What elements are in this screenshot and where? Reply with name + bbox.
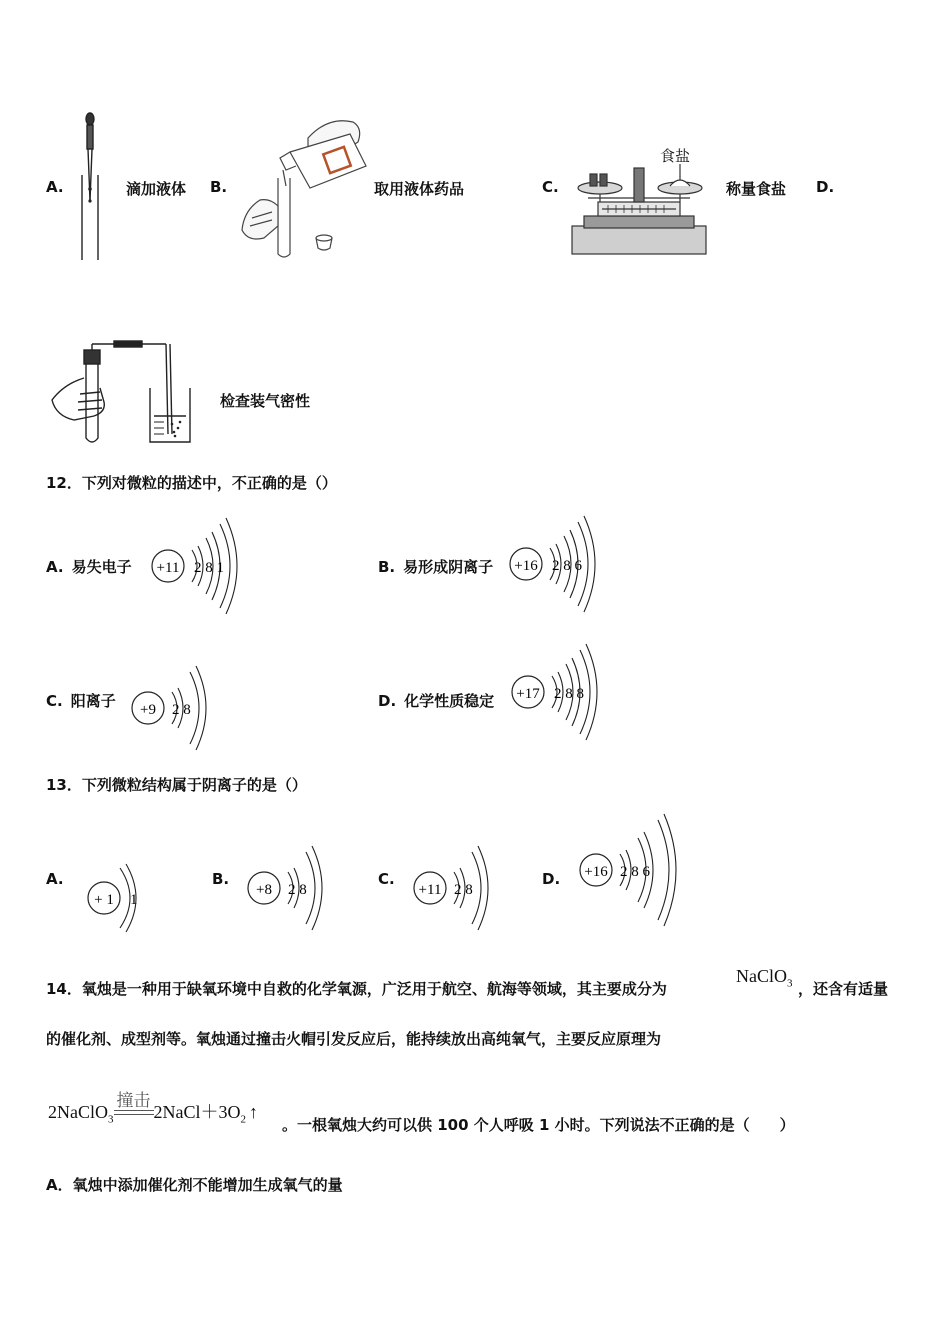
q12-b-shells: 2 8 6 xyxy=(552,558,582,574)
q12-option-d-text: 化学性质稳定 xyxy=(404,692,495,710)
q12-b-nucleus: +16 xyxy=(514,558,538,574)
q14-formula-sub: 3 xyxy=(787,977,793,990)
q12-a-nucleus: +11 xyxy=(156,560,180,576)
airtightness-check-illustration xyxy=(44,336,196,448)
eq-products-sub: 2 xyxy=(240,1114,246,1126)
q13-option-d-letter[interactable]: D. xyxy=(542,870,561,888)
eq-reactant xyxy=(48,1102,114,1126)
q12-option-d-atom-diagram xyxy=(508,636,600,748)
q13-d-nucleus: +16 xyxy=(584,864,608,880)
q11-option-a-letter[interactable]: A. xyxy=(46,178,64,196)
q11-option-b-letter[interactable]: B. xyxy=(210,178,228,196)
q13-option-b-letter[interactable]: B. xyxy=(212,870,230,888)
q14-line1-start: 14．氧烛是一种用于缺氧环境中自救的化学氧源，广泛用于航空、航海等领域，其主要成分为 xyxy=(46,980,667,998)
q13-b-shells: 2 8 xyxy=(288,882,307,898)
q14-formula-naclo3 xyxy=(736,966,793,990)
q12-stem: 12．下列对微粒的描述中，不正确的是（） xyxy=(46,474,337,492)
q13-c-nucleus: +11 xyxy=(418,882,442,898)
q14-line2: 的催化剂、成型剂等。氧烛通过撞击火帽引发反应后，能持续放出高纯氧气，主要反应原理为 xyxy=(46,1030,662,1048)
q12-option-d-label[interactable] xyxy=(378,690,494,711)
q14-line1-end: ，还含有适量 xyxy=(798,980,889,998)
q12-option-c-label[interactable] xyxy=(46,690,116,711)
q13-stem: 13．下列微粒结构属于阴离子的是（） xyxy=(46,776,307,794)
q11-option-d-text: 检查装气密性 xyxy=(220,392,311,410)
q11-option-c-letter[interactable]: C. xyxy=(542,178,559,196)
q12-d-nucleus: +17 xyxy=(516,686,540,702)
q12-option-a-text: 易失电子 xyxy=(71,558,132,576)
q13-option-c-letter[interactable]: C. xyxy=(378,870,395,888)
q12-option-c-text: 阳离子 xyxy=(70,692,116,710)
pouring-liquid-illustration xyxy=(238,108,373,260)
q13-a-shells: 1 xyxy=(130,892,138,908)
q13-option-d-atom-diagram xyxy=(576,808,680,934)
q14-reaction-equation xyxy=(48,1086,258,1126)
q12-option-b-atom-diagram xyxy=(506,508,598,620)
q13-option-a-letter[interactable]: A. xyxy=(46,870,64,888)
q12-option-d-letter: D. xyxy=(378,692,397,710)
q12-c-nucleus: +9 xyxy=(140,702,156,718)
q13-option-a-atom-diagram xyxy=(84,858,148,938)
q13-c-shells: 2 8 xyxy=(454,882,473,898)
q11-option-a-text: 滴加液体 xyxy=(126,180,187,198)
eq-condition-text: 撞击 xyxy=(116,1091,151,1110)
eq-reactant-text: 2NaClO xyxy=(48,1102,108,1123)
dropper-test-tube-illustration xyxy=(70,105,110,260)
q13-option-c-atom-diagram xyxy=(410,840,500,932)
q12-option-c-letter: C. xyxy=(46,692,63,710)
q11-option-d-letter[interactable]: D. xyxy=(816,178,835,196)
q13-a-nucleus: + 1 xyxy=(94,892,114,908)
q14-option-a[interactable]: A．氧烛中添加催化剂不能增加生成氧气的量 xyxy=(46,1176,343,1194)
q12-option-c-atom-diagram xyxy=(128,660,218,752)
q12-option-b-text: 易形成阴离子 xyxy=(403,558,494,576)
q12-option-b-letter: B. xyxy=(378,558,396,576)
eq-condition-arrow xyxy=(114,1086,154,1126)
q12-a-shells: 2 8 1 xyxy=(194,560,224,576)
q12-c-shells: 2 8 xyxy=(172,702,191,718)
eq-line-bottom xyxy=(114,1114,154,1115)
eq-products-text: 2NaCl＋3O xyxy=(153,1102,241,1123)
q13-d-shells: 2 8 6 xyxy=(620,864,650,880)
q12-option-a-atom-diagram xyxy=(148,510,240,622)
eq-gas-arrow: ↑ xyxy=(249,1102,258,1123)
q11-option-c-text: 称量食盐 xyxy=(726,180,787,198)
q14-formula-text: NaClO xyxy=(736,966,787,986)
salt-label: 食盐 xyxy=(660,147,691,165)
eq-products xyxy=(154,1098,259,1126)
q13-option-b-atom-diagram xyxy=(244,840,334,932)
q12-option-b-label[interactable] xyxy=(378,556,493,577)
q12-d-shells: 2 8 8 xyxy=(554,686,584,702)
q12-option-a-label[interactable] xyxy=(46,556,132,577)
q12-option-a-letter: A. xyxy=(46,558,64,576)
q13-b-nucleus: +8 xyxy=(256,882,272,898)
q14-line3: 。一根氧烛大约可以供 100 个人呼吸 1 小时。下列说法不正确的是（ ） xyxy=(282,1116,795,1134)
q11-option-b-text: 取用液体药品 xyxy=(374,180,465,198)
balance-scale-illustration xyxy=(568,160,710,258)
eq-line-top xyxy=(114,1110,154,1111)
eq-reactant-sub: 3 xyxy=(108,1114,114,1126)
